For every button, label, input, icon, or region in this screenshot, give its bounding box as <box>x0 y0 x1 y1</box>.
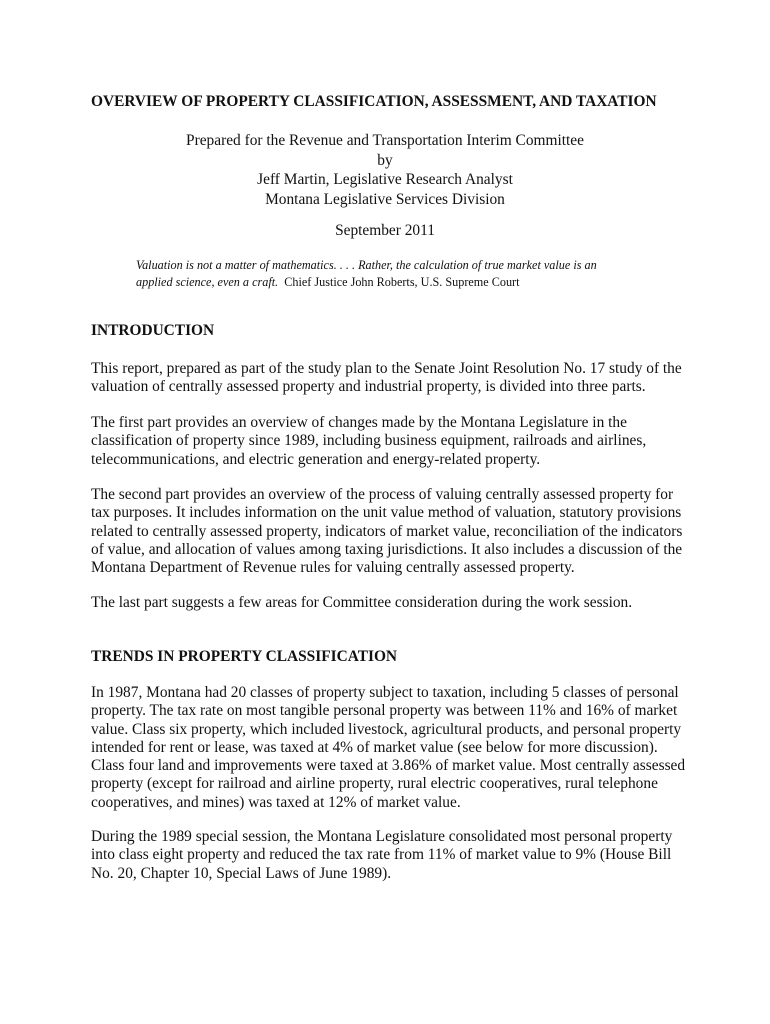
division-line: Montana Legislative Services Division <box>265 190 505 208</box>
intro-paragraph-2 <box>91 414 691 469</box>
paragraph-line: into class eight property and reduced the tax rate from 11% of market value to 9% (House Bill <box>91 846 672 864</box>
introduction-heading: INTRODUCTION <box>91 322 215 339</box>
paragraph-line: of value, and allocation of values among taxing jurisdictions. It also includes a discussion of the <box>91 540 683 558</box>
paragraph-line: cooperatives, and mines) was taxed at 12% of market value. <box>91 793 461 811</box>
paragraph-line: The first part provides an overview of changes made by the Montana Legislature in the <box>91 414 627 431</box>
paragraph-line: property (except for railroad and airline property, rural electric cooperatives, rural telephone <box>91 775 658 793</box>
paragraph-line: related to centrally assessed property, indicators of market value, reconciliation of the indicators <box>91 522 683 540</box>
epigraph-quote <box>136 257 656 291</box>
paragraph-line: tax purposes. It includes information on the unit value method of valuation, statutory provisions <box>91 504 682 522</box>
paragraph-line: value. Class six property, which included livestock, agricultural products, and personal property <box>91 720 682 738</box>
paragraph-line: Class four land and improvements were taxed at 3.86% of market value. Most centrally assessed <box>91 757 686 775</box>
trends-paragraph-1 <box>91 684 691 812</box>
intro-paragraph-3 <box>91 486 691 577</box>
paragraph-line: This report, prepared as part of the study plan to the Senate Joint Resolution No. 17 study of the <box>91 360 682 377</box>
paragraph-line: telecommunications, and electric generation and energy-related property. <box>91 450 541 468</box>
intro-paragraph-4 <box>91 594 691 612</box>
paragraph-line: Montana Department of Revenue rules for valuing centrally assessed property. <box>91 559 575 577</box>
paragraph-line: No. 20, Chapter 10, Special Laws of June 1989). <box>91 864 392 882</box>
paragraph-line: classification of property since 1989, including business equipment, railroads and airlines, <box>91 432 647 450</box>
paragraph-line: valuation of centrally assessed property and industrial property, is divided into three parts. <box>91 378 646 396</box>
paragraph-line: intended for rent or lease, was taxed at 4% of market value (see below for more discussion). <box>91 738 658 756</box>
quote-line-2 <box>136 274 656 291</box>
paragraph-line: The last part suggests a few areas for Committee consideration during the work session. <box>91 594 633 611</box>
quote-line-1: Valuation is not a matter of mathematics. . . . Rather, the calculation of true market value is an <box>136 258 597 272</box>
prepared-for-line: Prepared for the Revenue and Transportation Interim Committee <box>186 132 584 149</box>
trends-heading: TRENDS IN PROPERTY CLASSIFICATION <box>91 648 398 665</box>
intro-paragraph-1 <box>91 360 691 397</box>
paragraph-line: During the 1989 special session, the Montana Legislature consolidated most personal property <box>91 828 673 845</box>
paragraph-line: property. The tax rate on most tangible personal property was between 11% and 16% of market <box>91 702 678 720</box>
quote-line-2-italic: applied science, even a craft. <box>136 275 279 289</box>
trends-paragraph-2 <box>91 828 691 883</box>
document-date: September 2011 <box>335 222 435 239</box>
document-title: OVERVIEW OF PROPERTY CLASSIFICATION, ASSESSMENT, AND TAXATION <box>91 93 657 110</box>
paragraph-line: The second part provides an overview of the process of valuing centrally assessed property for <box>91 486 674 503</box>
quote-attribution: Chief Justice John Roberts, U.S. Supreme Court <box>284 275 520 289</box>
author-line: Jeff Martin, Legislative Research Analyst <box>257 171 513 188</box>
prepared-block <box>0 131 770 209</box>
by-line: by <box>377 151 393 169</box>
paragraph-line: In 1987, Montana had 20 classes of property subject to taxation, including 5 classes of personal <box>91 684 679 701</box>
